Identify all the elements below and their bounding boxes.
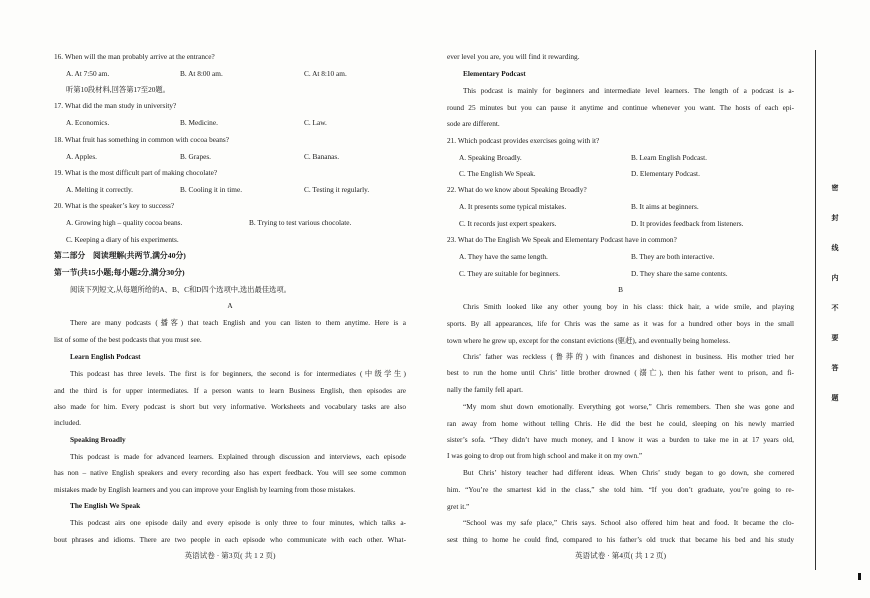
q18-option-b: B. Grapes. — [180, 152, 212, 161]
lep-line: and the third is for upper intermediates. If a person wants to learn Business English, then episodes are — [54, 386, 406, 395]
q17-options — [54, 118, 406, 127]
p3-line: “My mom shut down emotionally. Everything got worse,” Chris remembers. Then she was gone and — [463, 402, 794, 411]
p1-line: town where he grew up, except for the constant evictions (驱赶), and eventually being homeless. — [447, 336, 731, 345]
q22-option-b: B. It aims at beginners. — [631, 202, 699, 211]
q21-option-a: A. Speaking Broadly. — [459, 153, 522, 162]
p4-line: gret it.” — [447, 502, 470, 511]
binding-line — [815, 50, 816, 570]
q16-stem: 16. When will the man probably arrive at the entrance? — [54, 52, 215, 61]
p1-line: Chris Smith looked like any other young boy in his class: thick hair, a wide smile, and playing — [463, 302, 794, 311]
part2-heading: 第二部分 阅读理解(共两节,满分40分) — [54, 251, 186, 260]
q18-option-a: A. Apples. — [66, 152, 98, 161]
sb-line: mistakes made by English learners and you can improve your English by learning from those mistakes. — [54, 485, 356, 494]
q22-option-c: C. It records just expert speakers. — [459, 219, 557, 228]
p5-line: sest thing to home he could find, compared to his father’s old truck that became his bed and his study — [447, 535, 794, 544]
q21-option-b: B. Learn English Podcast. — [631, 153, 707, 162]
q23-option-d: D. They share the same contents. — [631, 269, 728, 278]
q22-options-row2 — [447, 219, 794, 228]
sb-line: has non – native English speakers and every recording also has expert feedback. You will see some common — [54, 468, 406, 477]
podcast-title-speaking-broadly: Speaking Broadly — [70, 435, 126, 444]
seal-char: 答 — [831, 364, 839, 372]
ep-line: round 25 minutes but you can pause it anytime and continue whenever you want. The hosts of each epi- — [447, 103, 794, 112]
passage-a-label: A — [227, 301, 233, 310]
lep-line: included. — [54, 418, 81, 427]
q19-option-b: B. Cooling it in time. — [180, 185, 243, 194]
q23-stem: 23. What do The English We Speak and Elementary Podcast have in common? — [447, 235, 677, 244]
q21-options-row1 — [447, 153, 794, 162]
p4-line: But Chris’ history teacher had different ideas. When Chris’ study began to go down, she cornered — [463, 468, 794, 477]
q16-option-a: A. At 7:50 am. — [66, 69, 110, 78]
q19-stem: 19. What is the most difficult part of making chocolate? — [54, 168, 218, 177]
q18-options — [54, 152, 406, 161]
q20-stem: 20. What is the speaker’s key to success? — [54, 201, 175, 210]
q21-option-c: C. The English We Speak. — [459, 169, 536, 178]
q17-option-b: B. Medicine. — [180, 118, 218, 127]
q20-option-b: B. Trying to test various chocolate. — [249, 218, 352, 227]
q20-option-c: C. Keeping a diary of his experiments. — [66, 235, 179, 244]
q20-options-row1 — [54, 218, 406, 227]
q16-option-b: B. At 8:00 am. — [180, 69, 223, 78]
seal-char: 内 — [831, 274, 839, 282]
q18-option-c: C. Bananas. — [304, 152, 340, 161]
sb-line: This podcast is made for advanced learners. Explained through discussion and interviews, each episode — [70, 452, 406, 461]
q16-options — [54, 69, 406, 78]
q19-options — [54, 185, 406, 194]
page-footer-left: 英语试卷 · 第3页( 共 1 2 页) — [184, 551, 276, 560]
q17-option-a: A. Economics. — [66, 118, 110, 127]
q16-option-c: C. At 8:10 am. — [304, 69, 347, 78]
q22-options-row1 — [447, 202, 794, 211]
p1-line: sports. By all appearances, life for Chris was the same as it was for a hundred other boys in the small — [447, 319, 794, 328]
page-footer-right: 英语试卷 · 第4页( 共 1 2 页) — [574, 551, 667, 560]
ep-line: sode are different. — [447, 119, 500, 128]
p3-line: ran away from home without telling Chris. He did the best he could, sleeping on his newly married — [447, 419, 794, 428]
p3-line: I was going to drop out from high school and make it on my own.” — [447, 451, 643, 460]
q17-option-c: C. Law. — [304, 118, 327, 127]
q23-options-row2 — [447, 269, 794, 278]
intro-line: There are many podcasts (播客) that teach English and you can listen to them anytime. Here is a — [70, 318, 406, 327]
q22-option-a: A. It presents some typical mistakes. — [459, 202, 567, 211]
q17-stem: 17. What did the man study in university? — [54, 101, 177, 110]
q21-options-row2 — [447, 169, 794, 178]
tews-line: This podcast airs one episode daily and every episode is only three to four minutes, which talks a- — [70, 518, 406, 527]
lep-line: also made for him. Every podcast is short but very informative. Worksheets and vocabulary tasks are also — [54, 402, 406, 411]
continuation-line: ever level you are, you will find it rewarding. — [447, 52, 580, 61]
p2-line: nally the family fell apart. — [447, 385, 523, 394]
podcast-title-elementary: Elementary Podcast — [463, 69, 526, 78]
podcast-title-learn-english: Learn English Podcast — [70, 352, 141, 361]
q22-option-d: D. It provides feedback from listeners. — [631, 219, 744, 228]
intro-line: list of some of the best podcasts that you must see. — [54, 335, 202, 344]
reading-instruction: 阅读下列短文,从每题所给的A、B、C和D四个选项中,选出最佳选项。 — [70, 285, 291, 294]
q23-options-row1 — [447, 252, 794, 261]
tews-line: bout phrases and idioms. There are two people in each episode who communicate with each other. What- — [54, 535, 406, 544]
lep-line: This podcast has three levels. The first is for beginners, the second is for intermediates (中级学生) — [70, 369, 406, 378]
listening-instruction: 听第10段材料,回答第17至20题。 — [66, 85, 170, 94]
q23-option-b: B. They are both interactive. — [631, 252, 715, 261]
seal-char: 线 — [831, 244, 839, 252]
seal-char: 密 — [831, 184, 839, 192]
p4-line: him. “You’re the smartest kid in the class,” she told him. “If you don’t graduate, you’re going to re- — [447, 485, 794, 494]
p5-line: “School was my safe place,” Chris says. School also offered him heat and food. It became the clo- — [463, 518, 794, 527]
q21-stem: 21. Which podcast provides exercises going with it? — [447, 136, 600, 145]
q20-option-a: A. Growing high – quality cocoa beans. — [66, 218, 183, 227]
seal-char: 要 — [831, 334, 839, 342]
q23-option-c: C. They are suitable for beginners. — [459, 269, 560, 278]
ep-line: This podcast is mainly for beginners and intermediate level learners. The length of a podcast is a- — [463, 86, 794, 95]
p3-line: sister’s sofa. “They didn’t have much money, and I know it was a burden to take me in at 17 years old, — [447, 435, 794, 444]
p2-line: Chris’ father was reckless (鲁莽的) with finances and dishonest in business. His mother tried her — [463, 352, 794, 361]
q19-option-c: C. Testing it regularly. — [304, 185, 370, 194]
seal-char: 题 — [831, 394, 839, 402]
q23-option-a: A. They have the same length. — [459, 252, 548, 261]
q18-stem: 18. What fruit has something in common with cocoa beans? — [54, 135, 229, 144]
registration-mark — [858, 573, 861, 580]
section1-heading: 第一节(共15小题;每小题2分,满分30分) — [54, 268, 185, 277]
seal-char: 不 — [831, 304, 839, 312]
podcast-title-english-we-speak: The English We Speak — [70, 501, 141, 510]
passage-b-label: B — [618, 285, 623, 294]
seal-char: 封 — [831, 214, 839, 222]
p2-line: best to run the home until Chris’ little brother drowned (溺亡), then his father went to prison, and fi- — [447, 368, 794, 377]
q22-stem: 22. What do we know about Speaking Broadly? — [447, 185, 587, 194]
q19-option-a: A. Melting it correctly. — [66, 185, 134, 194]
q21-option-d: D. Elementary Podcast. — [631, 169, 700, 178]
